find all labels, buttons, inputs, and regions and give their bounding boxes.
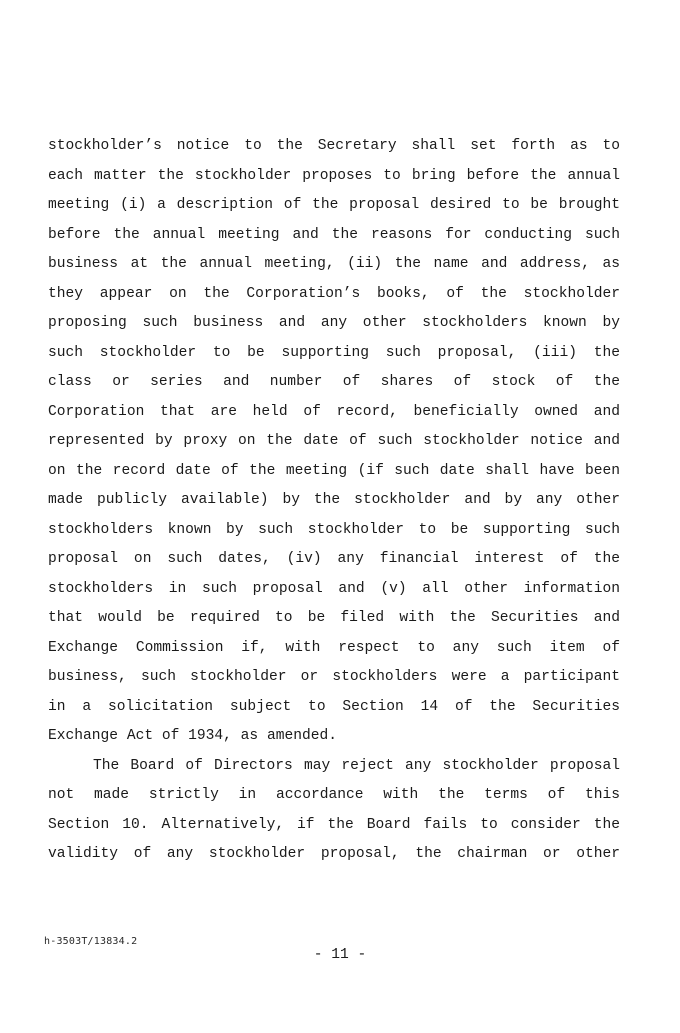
text-line: stockholders known by such stockholder to be supporting such — [48, 521, 620, 538]
text-line: proposal on such dates, (iv) any financial interest of the — [48, 551, 620, 567]
paragraph-1 — [48, 132, 620, 752]
text-line: validity of any stockholder proposal, the chairman or other — [48, 846, 620, 862]
page-number: - 11 - — [313, 947, 367, 963]
text-line: made publicly available) by the stockholder and by any other — [48, 492, 620, 508]
document-id: h-3503T/13834.2 — [44, 936, 138, 947]
body-text — [48, 132, 620, 870]
text-line: Corporation that are held of record, beneficially owned and — [48, 403, 620, 420]
text-line: stockholder’s notice to the Secretary shall set forth as to — [48, 138, 620, 154]
text-line: not made strictly in accordance with the terms of this — [48, 787, 620, 803]
text-line: stockholders in such proposal and (v) all other information — [48, 580, 620, 597]
text-line: The Board of Directors may reject any stockholder proposal — [93, 757, 620, 774]
text-line: that would be required to be filed with the Securities and — [48, 610, 620, 626]
text-line: before the annual meeting and the reasons for conducting such — [48, 226, 620, 243]
text-line: business, such stockholder or stockholders were a participant — [48, 669, 620, 685]
text-line: Exchange Commission if, with respect to any such item of — [48, 639, 620, 656]
text-line: meeting (i) a description of the proposal desired to be brought — [48, 197, 620, 213]
text-line: business at the annual meeting, (ii) the name and address, as — [48, 256, 620, 272]
text-line: such stockholder to be supporting such proposal, (iii) the — [48, 344, 620, 361]
text-line: on the record date of the meeting (if such date shall have been — [48, 462, 620, 479]
text-line: proposing such business and any other stockholders known by — [48, 315, 620, 331]
paragraph-2 — [48, 752, 620, 870]
text-line: they appear on the Corporation’s books, of the stockholder — [48, 285, 620, 302]
text-line: represented by proxy on the date of such stockholder notice and — [48, 433, 620, 449]
text-line: in a solicitation subject to Section 14 of the Securities — [48, 698, 620, 715]
text-line: class or series and number of shares of stock of the — [48, 374, 620, 390]
text-line: Exchange Act of 1934, as amended. — [48, 728, 338, 744]
text-line: each matter the stockholder proposes to bring before the annual — [48, 167, 620, 184]
text-line: Section 10. Alternatively, if the Board fails to consider the — [48, 816, 620, 833]
